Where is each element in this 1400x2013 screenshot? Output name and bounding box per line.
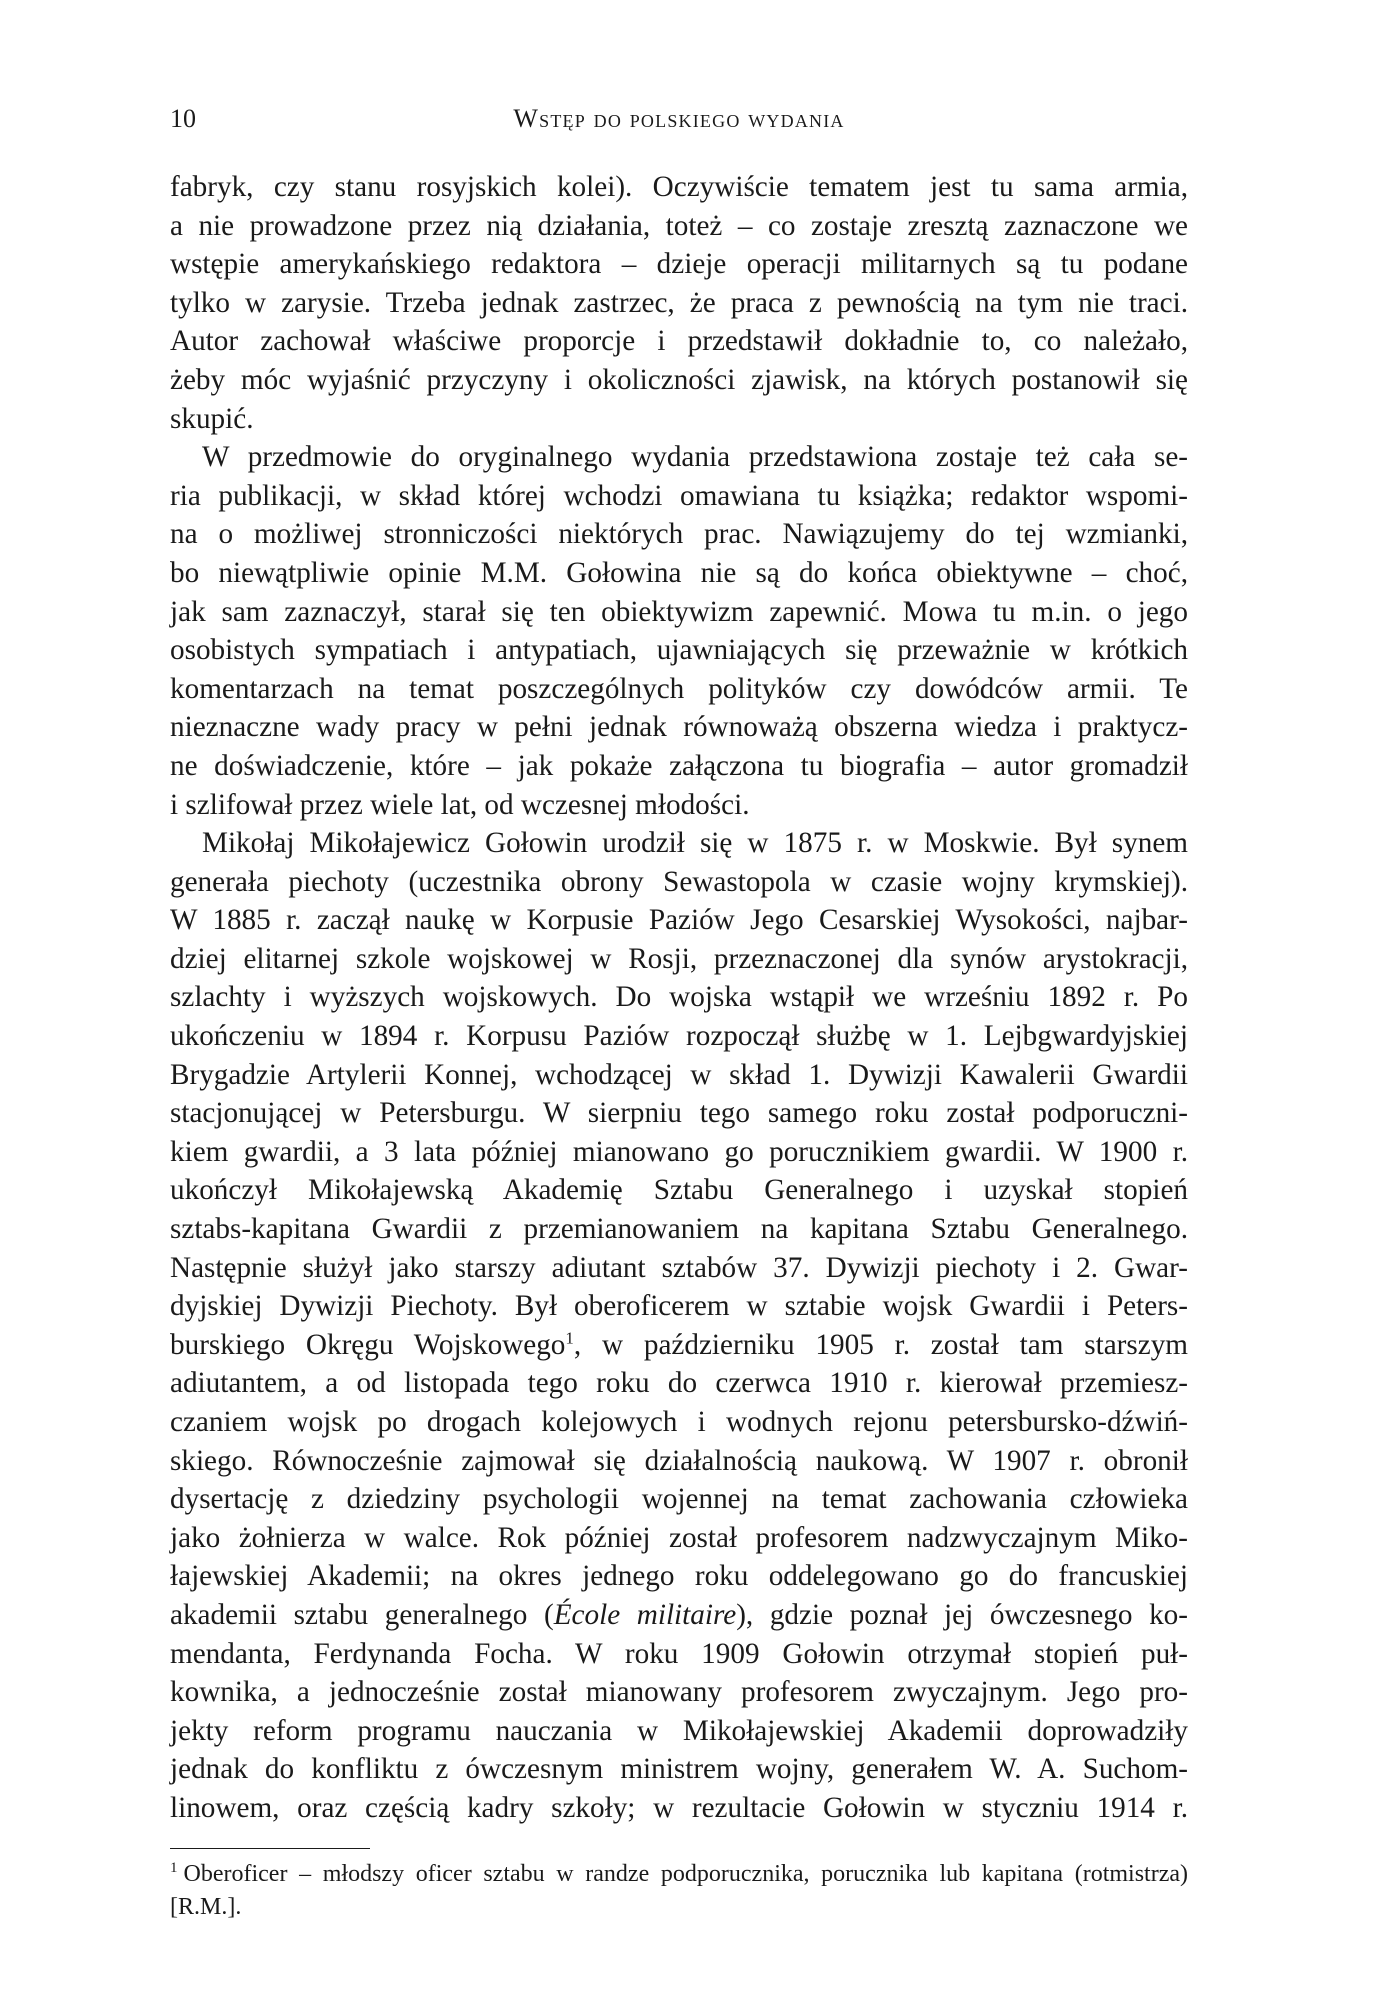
body-line: generała piechoty (uczestnika obrony Sewastopola w czasie wojny krymskiej). (170, 865, 1188, 898)
body-line: nieznaczne wady pracy w pełni jednak równoważą obszerna wiedza i praktycz- (170, 711, 1188, 744)
body-line-segment: akademii sztabu generalnego ( (170, 1598, 554, 1631)
body-line: ukończeniu w 1894 r. Korpusu Paziów rozpoczął służbę w 1. Lejbgwardyjskiej (170, 1020, 1188, 1053)
body-line: jekty reform programu nauczania w Mikołajewskiej Akademii doprowadziły (170, 1714, 1188, 1747)
body-line: i szlifował przez wiele lat, od wczesnej młodości. (170, 788, 750, 821)
body-line: tylko w zarysie. Trzeba jednak zastrzec, że praca z pewnością na tym nie traci. (170, 286, 1188, 319)
page-header (170, 104, 1188, 140)
body-line: W 1885 r. zaczął naukę w Korpusie Paziów Jego Cesarskiej Wysokości, najbar- (170, 904, 1188, 937)
body-line: dysertację z dziedziny psychologii wojennej na temat zachowania człowieka (170, 1483, 1188, 1516)
body-line: a nie prowadzone przez nią działania, toteż – co zostaje zresztą zaznaczone we (170, 209, 1188, 242)
italic-term: École militaire (553, 1598, 737, 1631)
body-line-segment: , w październiku 1905 r. został tam starszym (573, 1328, 1188, 1361)
body-line: linowem, oraz częścią kadry szkoły; w rezultacie Gołowin w styczniu 1914 r. (170, 1791, 1188, 1824)
body-line: jako żołnierza w walce. Rok później został profesorem nadzwyczajnym Miko- (170, 1521, 1188, 1554)
body-line: jak sam zaznaczył, starał się ten obiektywizm zapewnić. Mowa tu m.in. o jego (170, 595, 1188, 628)
body-line: szlachty i wyższych wojskowych. Do wojska wstąpił we wrześniu 1892 r. Po (170, 981, 1188, 1014)
body-line: Następnie służył jako starszy adiutant sztabów 37. Dywizji piechoty i 2. Gwar- (170, 1251, 1188, 1284)
body-line: adiutantem, a od listopada tego roku do czerwca 1910 r. kierował przemiesz- (170, 1367, 1188, 1400)
body-line: dziej elitarnej szkole wojskowej w Rosji, przeznaczonej dla synów arystokracji, (170, 942, 1188, 975)
body-line: Autor zachował właściwe proporcje i przedstawił dokładnie to, co należało, (170, 325, 1188, 358)
body-line: skupić. (170, 402, 254, 435)
body-line: żeby móc wyjaśnić przyczyny i okoliczności zjawisk, na których postanowił się (170, 363, 1188, 396)
footnote-number: 1 (170, 1860, 178, 1876)
body-line: ukończył Mikołajewską Akademię Sztabu Generalnego i uzyskał stopień (170, 1174, 1188, 1207)
body-line: komentarzach na temat poszczególnych polityków czy dowódców armii. Te (170, 672, 1188, 705)
body-line: osobistych sympatiach i antypatiach, ujawniających się przeważnie w krótkich (170, 634, 1188, 667)
body-line: czaniem wojsk po drogach kolejowych i wodnych rejonu petersbursko-dźwiń- (170, 1406, 1188, 1438)
body-line (170, 1596, 1188, 1635)
body-line: wstępie amerykańskiego redaktora – dzieje operacji militarnych są tu podane (170, 248, 1188, 281)
body-line (170, 1326, 1188, 1365)
body-line: fabryk, czy stanu rosyjskich kolei). Oczywiście tematem jest tu sama armia, (170, 171, 1188, 203)
body-line: na o możliwej stronniczości niektórych prac. Nawiązujemy do tej wzmianki, (170, 518, 1188, 551)
body-line: bo niewątpliwie opinie M.M. Gołowina nie są do końca obiektywne – choć, (170, 556, 1188, 589)
body-line-segment: burskiego Okręgu Wojskowego (170, 1328, 566, 1361)
body-line: W przedmowie do oryginalnego wydania przedstawiona zostaje też cała se- (202, 441, 1188, 474)
running-head: Wstęp do polskiego wydania (513, 104, 845, 133)
body-line: łajewskiej Akademii; na okres jednego roku oddelegowano go do francuskiej (170, 1560, 1188, 1593)
body-line: ria publikacji, w skład której wchodzi omawiana tu książka; redaktor wspomi- (170, 479, 1188, 512)
body-line: ne doświadczenie, które – jak pokaże załączona tu biografia – autor gromadził (170, 749, 1188, 782)
footnote-text: Oberoficer – młodszy oficer sztabu w randze podporucznika, porucznika lub kapitana (rotmistrza) [R.M.]. (170, 1861, 1188, 1920)
body-line: mendanta, Ferdynanda Focha. W roku 1909 Gołowin otrzymał stopień puł- (170, 1637, 1188, 1670)
body-line: dyjskiej Dywizji Piechoty. Był oberoficerem w sztabie wojsk Gwardii i Peters- (170, 1290, 1188, 1323)
body-line: Brygadzie Artylerii Konnej, wchodzącej w skład 1. Dywizji Kawalerii Gwardii (170, 1058, 1188, 1091)
body-line: Mikołaj Mikołajewicz Gołowin urodził się w 1875 r. w Moskwie. Był synem (202, 827, 1188, 860)
page-number: 10 (170, 104, 196, 133)
body-line: stacjonującej w Petersburgu. W sierpniu tego samego roku został podporuczni- (170, 1097, 1188, 1130)
body-text (170, 168, 1188, 1828)
body-line-segment: ), gdzie poznał jej ówczesnego ko- (736, 1598, 1188, 1631)
body-line: skiego. Równocześnie zajmował się działalnością naukową. W 1907 r. obronił (170, 1444, 1188, 1477)
body-line: jednak do konfliktu z ówczesnym ministrem wojny, generałem W. A. Suchom- (170, 1753, 1188, 1786)
footnote-reference: 1 (565, 1328, 574, 1348)
footnote-divider (170, 1848, 370, 1849)
body-line: kownika, a jednocześnie został mianowany profesorem zwyczajnym. Jego pro- (170, 1676, 1188, 1709)
body-line: kiem gwardii, a 3 lata później mianowano go porucznikiem gwardii. W 1900 r. (170, 1135, 1188, 1168)
footnote (170, 1858, 1188, 1924)
body-line: sztabs-kapitana Gwardii z przemianowaniem na kapitana Sztabu Generalnego. (170, 1213, 1188, 1246)
